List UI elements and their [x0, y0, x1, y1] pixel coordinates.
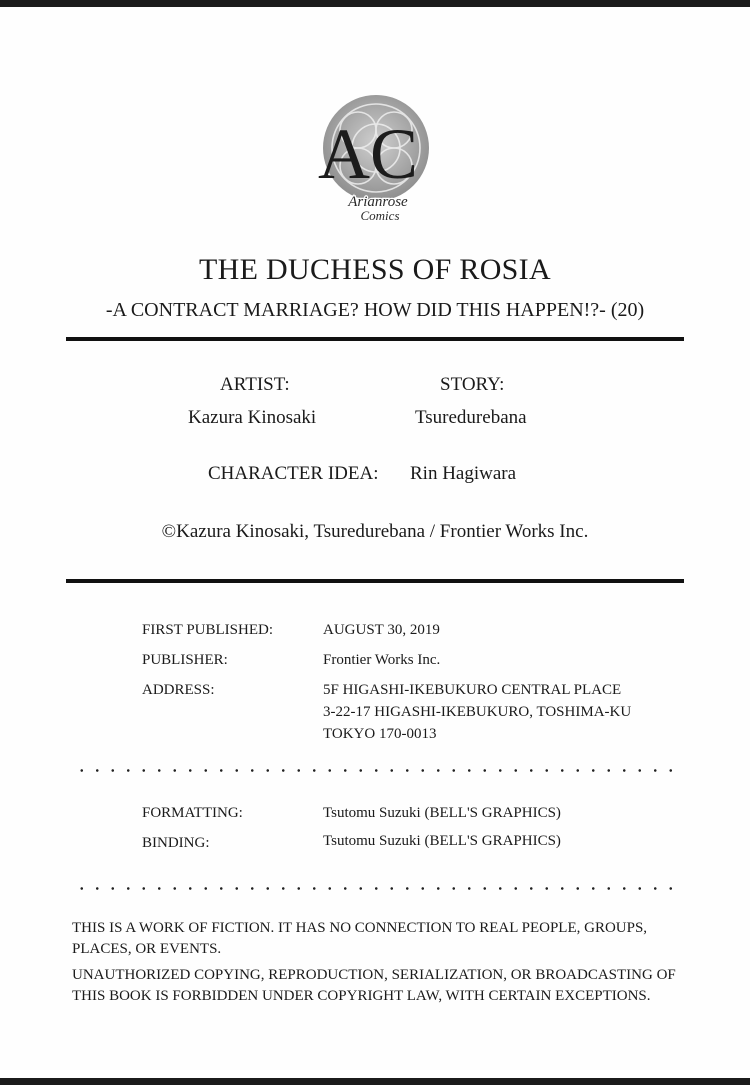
colophon-page — [0, 7, 750, 1078]
publisher-label: PUBLISHER: — [142, 652, 228, 668]
address-line: 5F HIGASHI-IKEBUKURO CENTRAL PLACE — [323, 682, 622, 698]
logo-monogram: AC — [318, 114, 419, 194]
fiction-notice — [72, 918, 682, 960]
dotted-divider — [74, 887, 680, 890]
story-label: STORY: — [440, 374, 505, 395]
divider-top — [66, 337, 684, 341]
arianrose-comics-logo — [318, 92, 436, 227]
first-published-label: FIRST PUBLISHED: — [142, 622, 274, 638]
first-published-value: AUGUST 30, 2019 — [323, 622, 440, 638]
divider-middle — [66, 579, 684, 583]
dotted-divider — [74, 769, 680, 772]
book-subtitle: -A CONTRACT MARRIAGE? HOW DID THIS HAPPEN!?- (20) — [105, 299, 645, 321]
address-label: ADDRESS: — [142, 682, 215, 698]
copyright-notice — [72, 965, 682, 1007]
fiction-notice-text: THIS IS A WORK OF FICTION. IT HAS NO CONNECTION TO REAL PEOPLE, GROUPS, PLACES, OR EVENTS. — [72, 920, 648, 957]
artist-label: ARTIST: — [220, 374, 290, 395]
publisher-value: Frontier Works Inc. — [323, 652, 441, 668]
logo-line1: Arianrose — [348, 194, 408, 210]
copyright-notice-text: UNAUTHORIZED COPYING, REPRODUCTION, SERIALIZATION, OR BROADCASTING OF THIS BOOK IS FORBIDDEN UNDER COPYRIGHT LAW, WITH CERTAIN EXCEPTIONS. — [72, 967, 676, 1004]
logo-line2: Comics — [360, 208, 400, 223]
character-idea-name: Rin Hagiwara — [410, 463, 517, 484]
artist-name: Kazura Kinosaki — [188, 407, 317, 428]
binding-value: Tsutomu Suzuki (BELL'S GRAPHICS) — [323, 833, 561, 849]
address-line: TOKYO 170-0013 — [323, 726, 437, 742]
binding-label: BINDING: — [142, 835, 210, 851]
story-name: Tsuredurebana — [415, 407, 527, 428]
book-title: THE DUCHESS OF ROSIA — [199, 253, 551, 286]
formatting-value: Tsutomu Suzuki (BELL'S GRAPHICS) — [323, 805, 561, 821]
copyright-line: ©Kazura Kinosaki, Tsuredurebana / Frontier Works Inc. — [161, 521, 589, 542]
formatting-label: FORMATTING: — [142, 805, 243, 821]
character-idea-label: CHARACTER IDEA: — [208, 463, 379, 484]
address-line: 3-22-17 HIGASHI-IKEBUKURO, TOSHIMA-KU — [323, 704, 632, 720]
